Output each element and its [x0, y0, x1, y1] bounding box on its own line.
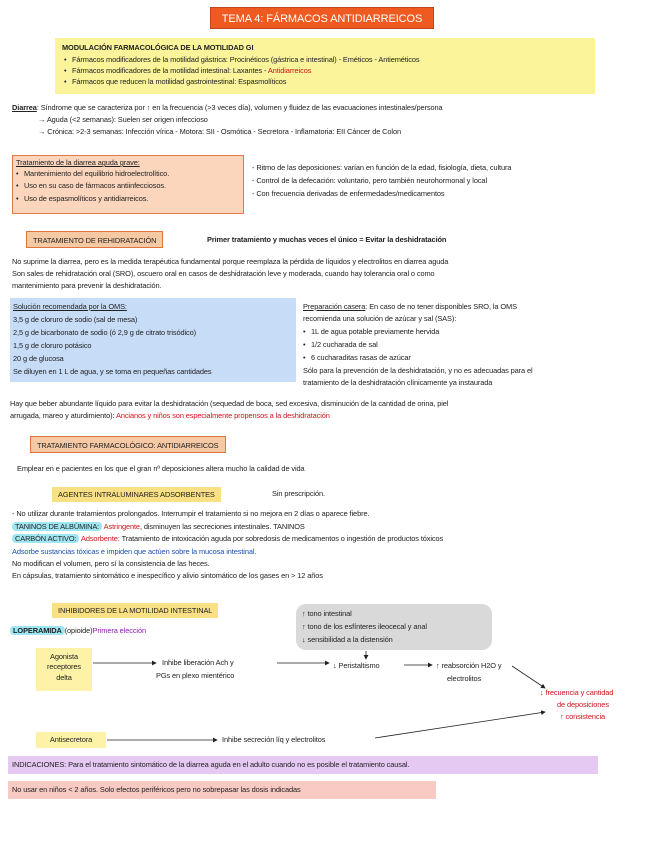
inhibe-ach-1: Inhibe liberación Ach y — [162, 658, 234, 667]
rehidratacion-heading: TRATAMIENTO DE REHIDRATACIÓN — [26, 231, 163, 248]
modulacion-bullet-2: • Fármacos modificadores de la motilidad intestinal: Laxantes - Antidiarreicos — [72, 66, 311, 76]
indicaciones-text: INDICACIONES: Para el tratamiento sintomático de la diarrea aguda en el adulto cuando no es posible el tratamiento causal. — [12, 760, 410, 769]
carbon-line: CARBÓN ACTIVO: Adsorbente: Tratamiento de intoxicación aguda por sobredosis de medicamentos o ingestión de productos tóxicos — [12, 534, 443, 544]
resultado-3: ↑ consistencia — [560, 712, 606, 721]
inhibe-secrecion: Inhibe secreción líq y electrolitos — [222, 735, 326, 744]
no-modifican-line: No modifican el volumen, pero sí la consistencia de las heces. — [12, 559, 210, 568]
reabsorcion-2: electrolitos — [447, 674, 482, 683]
casera-item-1: • 1L de agua potable previamente hervida — [311, 327, 439, 337]
oms-item-4: 20 g de glucosa — [13, 354, 64, 363]
agonista-box: Agonista receptores delta — [36, 648, 92, 691]
adsorbe-line: Adsorbe sustancias tóxicas e impiden que actúen sobre la mucosa intestinal. — [12, 547, 257, 556]
abundante-line-2: arrugada, mareo y aturdimiento): Ancianos y niños son especialmente propensos a la deshidratación — [10, 411, 330, 420]
oms-item-3: 1,5 g de cloruro potásico — [13, 341, 92, 350]
arrow-reabsorcion-resultado — [512, 666, 545, 688]
oms-heading: Solución recomendada por la OMS: — [13, 302, 127, 311]
casera-intro: recomienda una solución de azúcar y sal (SAS): — [303, 314, 457, 323]
ritmo-line-1: - Ritmo de las deposiciones: varían en función de la edad, fisiología, dieta, cultura — [252, 163, 512, 172]
arrow-secrecion-resultado — [375, 712, 545, 738]
tratamiento-aguda-item-3: • Uso de espasmolíticos y antidiarreicos. — [24, 194, 148, 204]
adsorbentes-side: Sin prescripción. — [272, 489, 325, 498]
adsorbentes-heading: AGENTES INTRALUMINARES ADSORBENTES — [52, 487, 221, 502]
tratamiento-aguda-heading: Tratamiento de la diarrea aguda grave: — [16, 158, 140, 167]
reabsorcion-1: ↑ reabsorción H2O y — [436, 661, 502, 670]
antisecretora-box: Antisecretora — [36, 732, 106, 748]
casera-item-3: • 6 cucharaditas rasas de azúcar — [311, 353, 411, 363]
ritmo-line-2: - Control de la defecación: voluntario, pero también neurohormonal y local — [252, 176, 487, 185]
oms-item-1: 3,5 g de cloruro de sodio (sal de mesa) — [13, 315, 138, 324]
taninos-line: TANINOS DE ALBÚMINA: Astringente, disminuyen las secreciones intestinales. TANINOS — [12, 522, 305, 532]
resultado-1: ↓ frecuencia y cantidad — [540, 688, 614, 697]
rehidratacion-p1: No suprime la diarrea, pero es la medida terapéutica fundamental porque reemplaza la pérdida de líquidos y electrolitos en diarrea aguda — [12, 257, 449, 266]
tratamiento-aguda-item-2: • Uso en su caso de fármacos antiinfecciosos. — [24, 181, 166, 191]
farmacologico-emplear: Emplear en e pacientes en los que el gran nº deposiciones altera mucho la calidad de vida — [17, 464, 305, 473]
diarrea-cronica: → Crónica: >2-3 semanas: Infección vírica - Motora: SII - Osmótica - Secretora - Inflamatoria: EII Cáncer de Colon — [38, 127, 401, 136]
efecto-1: ↑ tono intestinal — [302, 609, 352, 618]
rehidratacion-side: Primer tratamiento y muchas veces el único = Evitar la deshidratación — [207, 235, 447, 244]
casera-end-2: tratamiento de la deshidratación clínicamente ya instaurada — [303, 378, 493, 387]
ritmo-line-3: - Con frecuencia derivadas de enfermedades/medicamentos — [252, 189, 445, 198]
farmacologico-heading: TRATAMIENTO FARMACOLÓGICO: ANTIDIARREICOS — [30, 436, 226, 453]
modulacion-bullet-3: • Fármacos que reducen la motilidad gastrointestinal: Espasmolíticos — [72, 77, 286, 87]
page-title: TEMA 4: FÁRMACOS ANTIDIARREICOS — [210, 7, 434, 29]
casera-item-2: • 1/2 cucharada de sal — [311, 340, 378, 350]
efecto-2: ↑ tono de los esfínteres ileocecal y anal — [302, 622, 427, 631]
diarrea-aguda: → Aguda (<2 semanas): Suelen ser origen infeccioso — [38, 115, 208, 124]
modulacion-heading: MODULACIÓN FARMACOLÓGICA DE LA MOTILIDAD GI — [62, 43, 254, 52]
peristaltismo: ↓ Peristaltismo — [333, 661, 380, 670]
no-usar-text: No usar en niños < 2 años. Solo efectos periféricos pero no sobrepasar las dosis indicadas — [12, 785, 301, 794]
casera-heading: Preparación casera: En caso de no tener disponibles SRO, la OMS — [303, 302, 517, 311]
inhibe-ach-2: PGs en plexo mientérico — [156, 671, 235, 680]
efecto-3: ↓ sensibilidad a la distensión — [302, 635, 393, 644]
adsorbentes-no-utilizar: - No utilizar durante tratamientos prolongados. Interrumpir el tratamiento si no mejora en 2 días o aparece fiebre. — [12, 509, 370, 518]
resultado-2: de deposiciones — [557, 700, 609, 709]
rehidratacion-p2: Son sales de rehidratación oral (SRO), oscuero oral en casos de deshidratación leve y moderada, cuando hay tolerancia oral o como — [12, 269, 435, 278]
casera-end-1: Sólo para la prevención de la deshidratación, y no es adecuadas para el — [303, 366, 533, 375]
capsulas-line: En cápsulas, tratamiento sintomático e inespecífico y alivio sintomático de los gases en > 12 años — [12, 571, 323, 580]
diarrea-definition: Diarrea: Síndrome que se caracteriza por ↑ en la frecuencia (>3 veces día), volumen y fluidez de las evacuaciones intestinales/persona — [12, 103, 443, 112]
oms-item-5: Se diluyen en 1 L de agua, y se toma en pequeñas cantidades — [13, 367, 212, 376]
modulacion-bullet-1: • Fármacos modificadores de la motilidad gástrica: Procinéticos (gástrica e intestinal) - Eméticos - Antieméticos — [72, 55, 420, 65]
tratamiento-aguda-item-1: • Mantenimiento del equilibrio hidroelectrolítico. — [24, 169, 169, 179]
rehidratacion-p3: mantenimiento para prevenir la deshidratación. — [12, 281, 162, 290]
inhibidores-heading: INHIBIDORES DE LA MOTILIDAD INTESTINAL — [52, 603, 218, 618]
loperamida-line: LOPERAMIDA (opioide)Primera elección — [10, 626, 146, 636]
oms-item-2: 2,5 g de bicarbonato de sodio (ó 2,9 g de citrato trisódico) — [13, 328, 196, 337]
abundante-line-1: Hay que beber abundante líquido para evitar la deshidratación (sequedad de boca, sed excesiva, disminución de la cantidad de orina, piel — [10, 399, 449, 408]
